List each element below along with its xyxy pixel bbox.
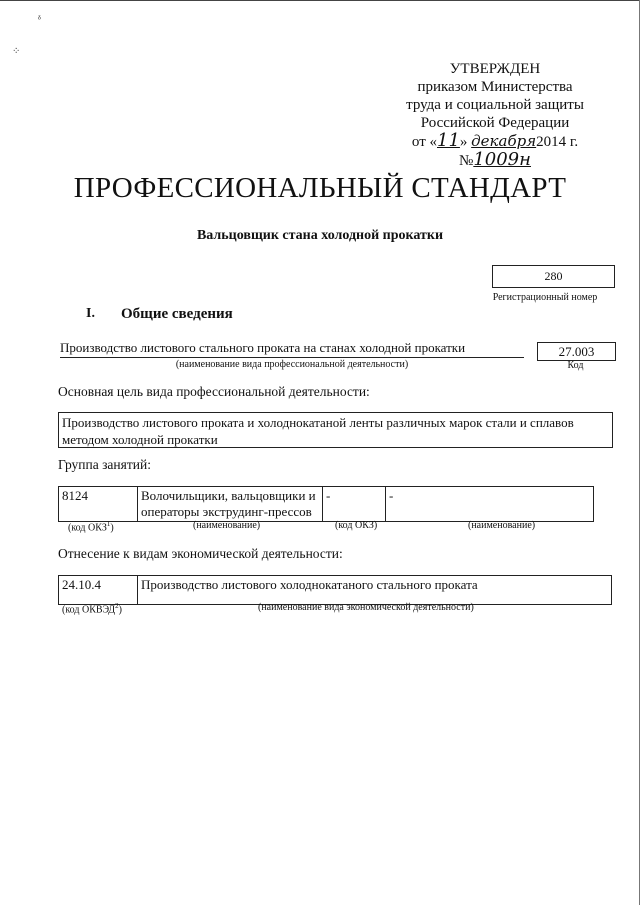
goal-label: Основная цель вида профессиональной деятельности: — [58, 384, 370, 399]
caption-text: ) — [110, 522, 114, 534]
occupation-name-cell: Волочильщики, вальцовщики и операторы экструдинг-прессов — [138, 487, 323, 522]
section-title: Общие сведения — [121, 306, 233, 322]
order-number: 1009н — [473, 149, 531, 170]
date-month: декабря — [471, 132, 537, 150]
okz-code-cell: 8124 — [59, 487, 138, 522]
approval-line: УТВЕРЖДЕН — [449, 61, 541, 77]
approval-line: труда и социальной защиты — [406, 97, 584, 113]
standard-name: Вальцовщик стана холодной прокатки — [196, 228, 444, 243]
approval-date-line — [380, 132, 610, 170]
scan-top-edge — [0, 0, 640, 1]
activity-kind-caption: (наименование вида профессиональной деятельности) — [175, 359, 409, 370]
occupation-name-cell-2: - — [386, 487, 594, 522]
caption-text: (код ОКВЭД — [62, 604, 116, 616]
okved-code-cell: 24.10.4 — [59, 576, 138, 605]
table-row — [59, 576, 612, 605]
date-prefix: от « — [411, 134, 437, 150]
okz-code-caption — [68, 520, 114, 533]
economic-activity-table — [58, 575, 612, 605]
registration-number-label: Регистрационный номер — [492, 292, 598, 303]
occupation-name-caption: (наименование) — [193, 520, 261, 531]
okz-code-caption-2: (код ОКЗ) — [335, 520, 378, 531]
caption-text: (код ОКЗ — [68, 522, 107, 534]
activity-kind-text: Производство листового стального проката на станах холодной прокатки — [60, 340, 524, 358]
occupation-group-label: Группа занятий: — [58, 457, 151, 472]
approval-line: приказом Министерства — [417, 79, 573, 95]
registration-number-box: 280 — [492, 265, 615, 288]
date-day: 11 — [437, 130, 460, 151]
scan-speck: ⁘ — [12, 46, 21, 57]
occupation-table — [58, 486, 594, 522]
date-mid: » — [459, 134, 468, 150]
goal-text-box: Производство листового проката и холоднокатаной ленты различных марок стали и сплавов методом холодной прокатки — [58, 412, 613, 448]
approval-block — [380, 60, 610, 170]
date-year: 2014 г. № — [459, 134, 579, 169]
table-row — [59, 487, 594, 522]
activity-code-caption: Код — [567, 360, 584, 371]
document-title: ПРОФЕССИОНАЛЬНЫЙ СТАНДАРТ — [73, 172, 567, 204]
activity-code-box: 27.003 — [537, 342, 616, 361]
economic-activity-label: Отнесение к видам экономической деятельности: — [58, 546, 343, 561]
footnote-mark: 1 — [106, 520, 111, 528]
approval-line: Российской Федерации — [420, 115, 570, 131]
scan-speck: ᵟ — [38, 14, 41, 25]
occupation-name-caption-2: (наименование) — [468, 520, 536, 531]
footnote-mark: 2 — [115, 602, 119, 610]
economic-activity-name-cell: Производство листового холоднокатаного стального проката — [138, 576, 612, 605]
okved-code-caption — [62, 602, 122, 615]
economic-activity-name-caption: (наименование вида экономической деятельности) — [258, 602, 474, 613]
caption-text: ) — [118, 604, 122, 616]
okz-code-cell-2: - — [323, 487, 386, 522]
section-number: I. — [86, 306, 95, 321]
